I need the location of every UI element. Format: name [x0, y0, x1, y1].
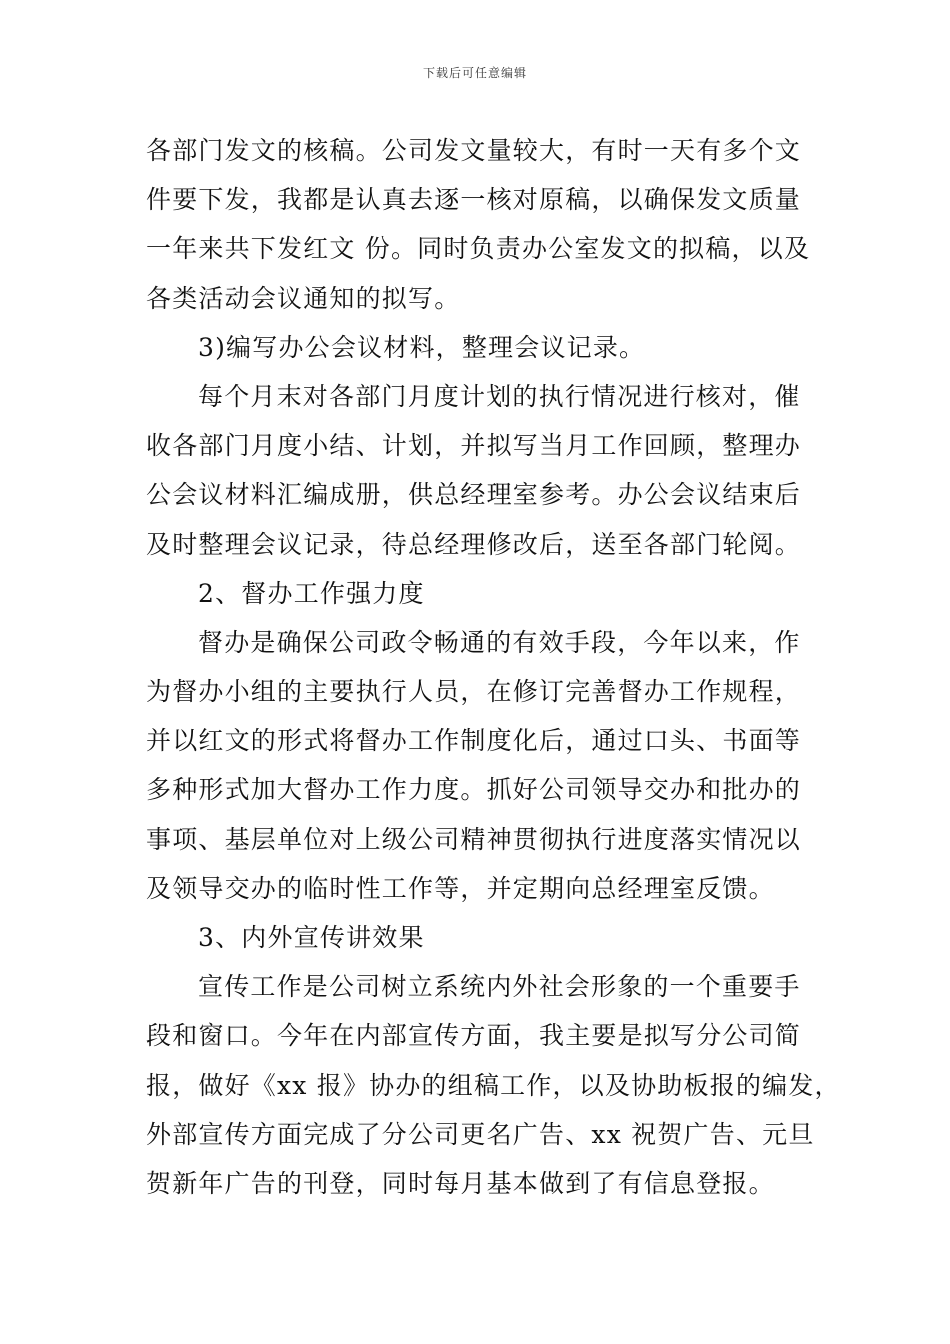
body-line: 宣传工作是公司树立系统内外社会形象的一个重要手: [198, 972, 801, 1002]
body-line: 报，做好《xx 报》协办的组稿工作，以及协助板报的编发，: [146, 1070, 841, 1100]
body-line: 件要下发，我都是认真去逐一核对原稿，以确保发文质量: [146, 185, 802, 215]
body-line: 公会议材料汇编成册，供总经理室参考。办公会议结束后: [146, 480, 802, 510]
body-line: 并以红文的形式将督办工作制度化后，通过口头、书面等: [146, 726, 802, 756]
body-line: 及领导交办的临时性工作等，并定期向总经理室反馈。: [146, 873, 775, 903]
body-line: 各部门发文的核稿。公司发文量较大，有时一天有多个文: [146, 136, 802, 165]
document-body: [146, 126, 841, 1208]
body-line: 段和窗口。今年在内部宣传方面，我主要是拟写分公司简: [146, 1021, 802, 1051]
body-line: 各类活动会议通知的拟写。: [146, 283, 461, 313]
body-line: 一年来共下发红文 份。同时负责办公室发文的拟稿，以及: [146, 234, 811, 264]
body-line: 督办是确保公司政令畅通的有效手段，今年以来，作: [198, 627, 801, 657]
page-header: 下载后可任意编辑: [422, 66, 527, 80]
body-line: 事项、基层单位对上级公司精神贯彻执行进度落实情况以: [146, 824, 802, 854]
body-line: 3)编写办公会议材料，整理会议记录。: [198, 332, 646, 362]
body-line: 每个月末对各部门月度计划的执行情况进行核对，催: [198, 381, 801, 411]
section-heading: 2、督办工作强力度: [198, 578, 425, 608]
body-line: 收各部门月度小结、计划，并拟写当月工作回顾，整理办: [146, 431, 802, 461]
body-line: 多种形式加大督办工作力度。抓好公司领导交办和批办的: [146, 775, 802, 805]
body-line: 外部宣传方面完成了分公司更名广告、xx 祝贺广告、元旦: [146, 1119, 815, 1149]
body-line: 贺新年广告的刊登，同时每月基本做到了有信息登报。: [146, 1168, 775, 1198]
body-line: 为督办小组的主要执行人员，在修订完善督办工作规程，: [146, 677, 802, 707]
body-line: 及时整理会议记录，待总经理修改后，送至各部门轮阅。: [146, 529, 802, 559]
section-heading: 3、内外宣传讲效果: [198, 923, 425, 952]
